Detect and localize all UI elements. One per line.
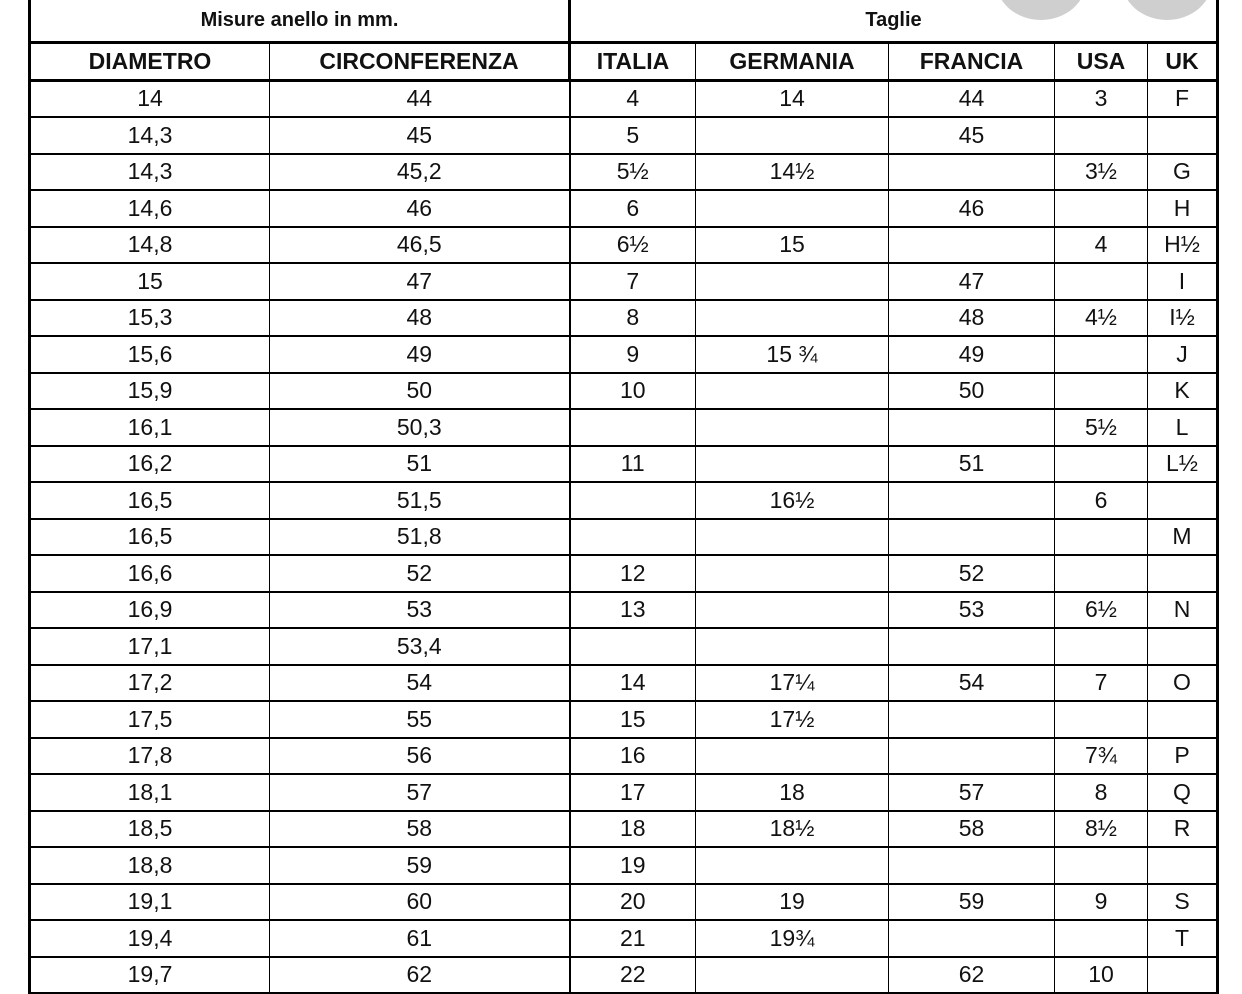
cell-uk	[1148, 628, 1218, 665]
cell-diametro: 17,2	[30, 665, 270, 702]
column-header-diametro: DIAMETRO	[30, 42, 270, 80]
cell-usa: 8½	[1055, 811, 1148, 848]
cell-francia	[889, 154, 1055, 191]
cell-italia: 13	[570, 592, 696, 629]
cell-francia	[889, 519, 1055, 556]
table-row	[30, 847, 1218, 884]
cell-circonferenza: 60	[270, 884, 570, 921]
cell-diametro: 16,9	[30, 592, 270, 629]
cell-circonferenza: 53,4	[270, 628, 570, 665]
cell-usa: 3	[1055, 80, 1148, 117]
ring-size-table	[28, 0, 1219, 994]
cell-circonferenza: 56	[270, 738, 570, 775]
cell-italia: 14	[570, 665, 696, 702]
cell-uk	[1148, 847, 1218, 884]
cell-uk: L½	[1148, 446, 1218, 483]
cell-diametro: 15,3	[30, 300, 270, 337]
cell-italia	[570, 409, 696, 446]
cell-italia: 17	[570, 774, 696, 811]
cell-diametro: 16,2	[30, 446, 270, 483]
cell-uk: K	[1148, 373, 1218, 410]
table-row	[30, 884, 1218, 921]
table-row	[30, 154, 1218, 191]
cell-italia: 20	[570, 884, 696, 921]
cell-usa	[1055, 555, 1148, 592]
table-row	[30, 555, 1218, 592]
cell-germania	[696, 300, 889, 337]
cell-italia: 4	[570, 80, 696, 117]
cell-circonferenza: 53	[270, 592, 570, 629]
cell-circonferenza: 45,2	[270, 154, 570, 191]
cell-francia: 45	[889, 117, 1055, 154]
cell-italia	[570, 519, 696, 556]
cell-germania: 16½	[696, 482, 889, 519]
cell-italia: 18	[570, 811, 696, 848]
cell-diametro: 16,1	[30, 409, 270, 446]
cell-usa: 3½	[1055, 154, 1148, 191]
cell-circonferenza: 47	[270, 263, 570, 300]
cell-uk: J	[1148, 336, 1218, 373]
cell-francia: 51	[889, 446, 1055, 483]
cell-usa	[1055, 920, 1148, 957]
table-row	[30, 117, 1218, 154]
table-row	[30, 628, 1218, 665]
cell-francia	[889, 628, 1055, 665]
cell-usa	[1055, 628, 1148, 665]
cell-italia: 6½	[570, 227, 696, 264]
cell-diametro: 15	[30, 263, 270, 300]
cell-francia: 49	[889, 336, 1055, 373]
cell-italia: 11	[570, 446, 696, 483]
cell-uk	[1148, 957, 1218, 994]
cell-francia	[889, 701, 1055, 738]
cell-uk	[1148, 555, 1218, 592]
cell-circonferenza: 44	[270, 80, 570, 117]
cell-circonferenza: 49	[270, 336, 570, 373]
cell-francia: 46	[889, 190, 1055, 227]
table-row	[30, 409, 1218, 446]
cell-usa: 7¾	[1055, 738, 1148, 775]
cell-diametro: 17,1	[30, 628, 270, 665]
cell-uk: R	[1148, 811, 1218, 848]
cell-italia: 22	[570, 957, 696, 994]
cell-diametro: 18,5	[30, 811, 270, 848]
cell-circonferenza: 48	[270, 300, 570, 337]
cell-circonferenza: 46,5	[270, 227, 570, 264]
cell-uk: P	[1148, 738, 1218, 775]
cell-circonferenza: 61	[270, 920, 570, 957]
cell-italia: 5	[570, 117, 696, 154]
cell-francia: 47	[889, 263, 1055, 300]
cell-germania: 15 ¾	[696, 336, 889, 373]
cell-usa	[1055, 190, 1148, 227]
cell-uk: Q	[1148, 774, 1218, 811]
sizes-group-header: Taglie	[570, 0, 1218, 42]
cell-francia	[889, 409, 1055, 446]
cell-francia	[889, 738, 1055, 775]
cell-italia: 21	[570, 920, 696, 957]
table-row	[30, 957, 1218, 994]
cell-usa	[1055, 446, 1148, 483]
cell-diametro: 14,3	[30, 117, 270, 154]
table-row	[30, 665, 1218, 702]
cell-usa	[1055, 701, 1148, 738]
cell-italia: 12	[570, 555, 696, 592]
cell-uk: H	[1148, 190, 1218, 227]
cell-usa	[1055, 263, 1148, 300]
cell-germania	[696, 446, 889, 483]
cell-uk: I	[1148, 263, 1218, 300]
table-row	[30, 774, 1218, 811]
column-header-italia: ITALIA	[570, 42, 696, 80]
cell-francia: 52	[889, 555, 1055, 592]
table-row	[30, 482, 1218, 519]
measures-group-header: Misure anello in mm.	[30, 0, 570, 42]
cell-germania: 14½	[696, 154, 889, 191]
cell-circonferenza: 57	[270, 774, 570, 811]
cell-usa: 4	[1055, 227, 1148, 264]
table-row	[30, 263, 1218, 300]
cell-francia: 44	[889, 80, 1055, 117]
cell-francia: 59	[889, 884, 1055, 921]
table-row	[30, 811, 1218, 848]
cell-uk	[1148, 701, 1218, 738]
cell-uk: F	[1148, 80, 1218, 117]
table-row	[30, 701, 1218, 738]
cell-uk: H½	[1148, 227, 1218, 264]
cell-germania	[696, 847, 889, 884]
cell-circonferenza: 50	[270, 373, 570, 410]
cell-uk: T	[1148, 920, 1218, 957]
cell-italia: 7	[570, 263, 696, 300]
cell-germania: 19	[696, 884, 889, 921]
cell-francia	[889, 482, 1055, 519]
cell-circonferenza: 51	[270, 446, 570, 483]
cell-francia: 54	[889, 665, 1055, 702]
cell-germania: 18	[696, 774, 889, 811]
cell-circonferenza: 55	[270, 701, 570, 738]
column-header-germania: GERMANIA	[696, 42, 889, 80]
cell-germania	[696, 409, 889, 446]
cell-uk: I½	[1148, 300, 1218, 337]
cell-germania: 14	[696, 80, 889, 117]
cell-diametro: 14,3	[30, 154, 270, 191]
table-row	[30, 190, 1218, 227]
cell-italia: 8	[570, 300, 696, 337]
cell-italia	[570, 482, 696, 519]
cell-usa	[1055, 519, 1148, 556]
cell-germania	[696, 738, 889, 775]
cell-francia: 50	[889, 373, 1055, 410]
cell-circonferenza: 62	[270, 957, 570, 994]
cell-germania: 17½	[696, 701, 889, 738]
cell-circonferenza: 59	[270, 847, 570, 884]
cell-diametro: 17,8	[30, 738, 270, 775]
cell-diametro: 17,5	[30, 701, 270, 738]
cell-germania	[696, 628, 889, 665]
cell-francia	[889, 920, 1055, 957]
cell-germania	[696, 190, 889, 227]
table-row	[30, 80, 1218, 117]
cell-uk: O	[1148, 665, 1218, 702]
cell-germania	[696, 117, 889, 154]
cell-uk: L	[1148, 409, 1218, 446]
cell-uk: N	[1148, 592, 1218, 629]
column-header-francia: FRANCIA	[889, 42, 1055, 80]
cell-usa: 9	[1055, 884, 1148, 921]
table-row	[30, 373, 1218, 410]
cell-francia: 48	[889, 300, 1055, 337]
cell-usa: 10	[1055, 957, 1148, 994]
cell-italia: 9	[570, 336, 696, 373]
cell-germania: 18½	[696, 811, 889, 848]
cell-diametro: 14,8	[30, 227, 270, 264]
table-row	[30, 592, 1218, 629]
cell-germania: 15	[696, 227, 889, 264]
cell-uk	[1148, 482, 1218, 519]
cell-usa	[1055, 373, 1148, 410]
cell-usa	[1055, 847, 1148, 884]
cell-diametro: 16,6	[30, 555, 270, 592]
cell-usa	[1055, 117, 1148, 154]
column-header-usa: USA	[1055, 42, 1148, 80]
cell-germania	[696, 263, 889, 300]
table-row	[30, 336, 1218, 373]
cell-germania	[696, 519, 889, 556]
cell-circonferenza: 51,5	[270, 482, 570, 519]
cell-circonferenza: 52	[270, 555, 570, 592]
cell-diametro: 18,1	[30, 774, 270, 811]
cell-germania	[696, 555, 889, 592]
table-row	[30, 446, 1218, 483]
cell-italia: 5½	[570, 154, 696, 191]
cell-francia: 57	[889, 774, 1055, 811]
cell-uk: M	[1148, 519, 1218, 556]
cell-circonferenza: 54	[270, 665, 570, 702]
cell-diametro: 19,7	[30, 957, 270, 994]
cell-germania: 17¼	[696, 665, 889, 702]
table-row	[30, 738, 1218, 775]
cell-diametro: 16,5	[30, 482, 270, 519]
cell-diametro: 19,1	[30, 884, 270, 921]
cell-uk: G	[1148, 154, 1218, 191]
cell-francia: 53	[889, 592, 1055, 629]
cell-francia: 62	[889, 957, 1055, 994]
cell-diametro: 14,6	[30, 190, 270, 227]
cell-circonferenza: 50,3	[270, 409, 570, 446]
cell-usa: 5½	[1055, 409, 1148, 446]
cell-francia: 58	[889, 811, 1055, 848]
cell-circonferenza: 45	[270, 117, 570, 154]
cell-diametro: 15,9	[30, 373, 270, 410]
cell-circonferenza: 51,8	[270, 519, 570, 556]
cell-germania	[696, 373, 889, 410]
cell-diametro: 16,5	[30, 519, 270, 556]
cell-diametro: 18,8	[30, 847, 270, 884]
column-header-uk: UK	[1148, 42, 1218, 80]
cell-diametro: 14	[30, 80, 270, 117]
cell-italia: 19	[570, 847, 696, 884]
cell-usa: 8	[1055, 774, 1148, 811]
cell-germania	[696, 592, 889, 629]
cell-italia: 16	[570, 738, 696, 775]
cell-diametro: 15,6	[30, 336, 270, 373]
cell-francia	[889, 847, 1055, 884]
cell-circonferenza: 58	[270, 811, 570, 848]
cell-usa: 7	[1055, 665, 1148, 702]
cell-germania	[696, 957, 889, 994]
cell-francia	[889, 227, 1055, 264]
size-rows	[30, 80, 1218, 993]
cell-italia: 6	[570, 190, 696, 227]
cell-usa: 4½	[1055, 300, 1148, 337]
cell-italia: 15	[570, 701, 696, 738]
cell-circonferenza: 46	[270, 190, 570, 227]
column-header-circonferenza: CIRCONFERENZA	[270, 42, 570, 80]
cell-diametro: 19,4	[30, 920, 270, 957]
cell-usa: 6	[1055, 482, 1148, 519]
cell-uk: S	[1148, 884, 1218, 921]
table-row	[30, 920, 1218, 957]
table-row	[30, 227, 1218, 264]
cell-italia	[570, 628, 696, 665]
cell-usa: 6½	[1055, 592, 1148, 629]
cell-usa	[1055, 336, 1148, 373]
cell-germania: 19¾	[696, 920, 889, 957]
table-row	[30, 300, 1218, 337]
cell-italia: 10	[570, 373, 696, 410]
cell-uk	[1148, 117, 1218, 154]
table-row	[30, 519, 1218, 556]
